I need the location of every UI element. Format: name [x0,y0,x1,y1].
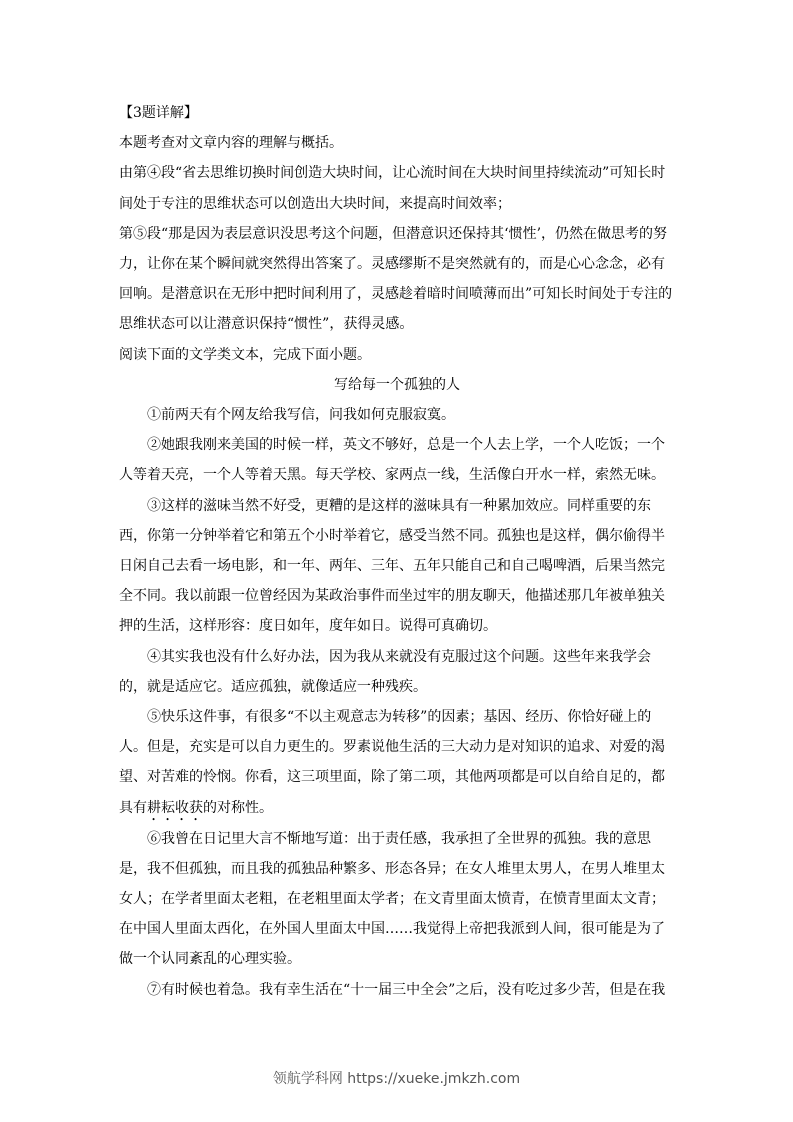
article-paragraph-2: ②她跟我刚来美国的时候一样，英文不够好，总是一个人去上学，一个人吃饭；一个人等着天亮，一个人等着天黑。每天学校、家两点一线，生活像白开水一样，索然无味。 [119,437,665,484]
footer-watermark: 领航学科网 https://xueke.jmkzh.com [272,1071,521,1087]
answer-heading: 【3题详解】 [119,105,198,121]
article-paragraph-3: ③这样的滋味当然不好受，更糟的是这样的滋味具有一种累加效应。同样重要的东西，你第一分钟举着它和第五个小时举着它，感受当然不同。孤独也是这样，偶尔偷得半日闲自己去看一场电影，和一年、两年、三年、五年只能自己和自己喝啤酒，后果当然完全不同。我以前跟一位曾经因为某政治事件而坐过牢的朋友聊天，他描述那几年被单独关押的生活，这样形容：度日如年，度年如日。说得可真确切。 [119,497,665,635]
answer-paragraph-2: 第⑤段“那是因为表层意识没思考这个问题，但潜意识还保持其‘惯性’，仍然在做思考的努力，让你在某个瞬间就突然得出答案了。灵感缪斯不是突然就有的，而是心心念念，必有回响。是潜意识在无形中把时间利用了，灵感趁着暗时间喷薄而出”可知长时间处于专注的思维状态可以让潜意识保持“惯性”，获得灵感。 [119,225,673,333]
article-paragraph-4: ④其实我也没有什么好办法，因为我从来就没有克服过这个问题。这些年来我学会的，就是适应它。适应孤独，就像适应一种残疾。 [119,648,651,695]
reading-instruction: 阅读下面的文学类文本，完成下面小题。 [119,346,371,363]
emphasized-phrase: 耕耘收获 [147,799,203,816]
paragraph-5-text-after: 的对称性。 [203,799,273,816]
article-paragraph-6: ⑥我曾在日记里大言不惭地写道：出于责任感，我承担了全世界的孤独。我的意思是，我不但孤独，而且我的孤独品种繁多、形态各异；在女人堆里太男人，在男人堆里太女人；在学者里面太老粗，在老粗里面太学者；在文青里面太愤青，在愤青里面太文青；在中国人里面太西化，在外国人里面太中国……我觉得上帝把我派到人间，很可能是为了做一个认同紊乱的心理实验。 [119,830,665,968]
document-body [119,98,675,1005]
answer-paragraph-1: 由第④段“省去思维切换时间创造大块时间，让心流时间在大块时间里持续流动”可知长时间处于专注的思维状态可以创造出大块时间，来提高时间效率； [119,165,666,212]
article-title: 写给每一个孤独的人 [334,376,460,393]
article-paragraph-5 [119,702,675,824]
article-paragraph-1: ①前两天有个网友给我写信，问我如何克服寂寞。 [147,407,455,424]
paragraph-5-text-before: ⑤快乐这件事，有很多“不以主观意志为转移”的因素；基因、经历、你恰好碰上的人。但是，充实是可以自力更生的。罗素说他生活的三大动力是对知识的追求、对爱的渴望、对苦难的怜悯。你看，这三项里面，除了第二项，其他两项都是可以自给自足的，都具有 [119,709,665,816]
answer-intro: 本题考查对文章内容的理解与概括。 [119,135,343,152]
article-paragraph-7: ⑦有时候也着急。我有幸生活在“十一届三中全会”之后，没有吃过多少苦，但是在我 [147,981,666,998]
